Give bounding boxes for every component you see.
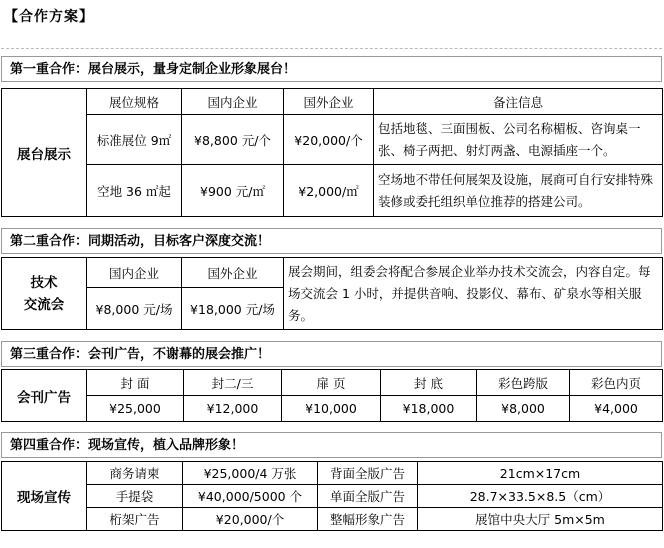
ad-price: ¥25,000: [87, 396, 184, 422]
table-header: 国内企业: [182, 89, 284, 115]
table-header: 国外企业: [182, 258, 284, 288]
booth-note: 包括地毯、三面围板、公司名称楣板、咨询桌一张、椅子两把、射灯两盏、电源插座一个。: [374, 115, 663, 165]
section1-label: 展台展示: [2, 89, 87, 217]
domestic-price: ¥8,800 元/个: [182, 115, 284, 165]
table-header: 扉 页: [282, 370, 381, 396]
item-name: 手提袋: [87, 485, 183, 508]
table-header: 备注信息: [374, 89, 663, 115]
section1-heading: 第一重合作：展台展示，量身定制企业形象展台！: [1, 56, 662, 82]
section2-table: [1, 257, 663, 330]
table-header: 封二/三: [184, 370, 282, 396]
ad-size: 28.7×33.5×8.5（cm）: [418, 485, 663, 508]
table-header: 封 底: [381, 370, 477, 396]
foreign-price: ¥2,000/㎡: [284, 165, 374, 217]
table-header: 彩色内页: [570, 370, 663, 396]
ad-price: ¥4,000: [570, 396, 663, 422]
section4-label: 现场宣传: [2, 462, 87, 531]
booth-spec: 标准展位 9㎡: [87, 115, 182, 165]
section2-label: [2, 258, 87, 330]
ad-price: ¥18,000: [381, 396, 477, 422]
ad-type: 整幅形象广告: [318, 508, 418, 531]
table-header: 展位规格: [87, 89, 182, 115]
ad-price: ¥8,000: [477, 396, 570, 422]
ad-type: 单面全版广告: [318, 485, 418, 508]
section2-label-line1: 技术: [30, 274, 58, 291]
domestic-price: ¥8,000 元/场: [87, 288, 182, 330]
booth-note: 空场地不带任何展架及设施，展商可自行安排特殊装修或委托组织单位推荐的搭建公司。: [374, 165, 663, 217]
section2-heading: 第二重合作：同期活动，目标客户深度交流！: [1, 228, 662, 254]
booth-spec: 空地 36 ㎡起: [87, 165, 182, 217]
item-name: 商务请柬: [87, 462, 183, 485]
page-title: 【合作方案】: [4, 9, 94, 25]
section3-heading: 第三重合作：会刊广告，不谢幕的展会推广！: [1, 341, 662, 367]
foreign-price: ¥18,000 元/场: [182, 288, 284, 330]
ad-price: ¥12,000: [184, 396, 282, 422]
divider: [1, 48, 662, 49]
item-price: ¥25,000/4 万张: [183, 462, 318, 485]
section3-label: 会刊广告: [2, 370, 87, 422]
foreign-price: ¥20,000/个: [284, 115, 374, 165]
section2-label-line2: 交流会: [23, 296, 65, 313]
ad-type: 背面全版广告: [318, 462, 418, 485]
section4-heading: 第四重合作：现场宣传，植入品牌形象！: [1, 432, 662, 458]
section1-table: [1, 88, 663, 217]
seminar-note: 展会期间，组委会将配合参展企业举办技术交流会，内容自定。每场交流会 1 小时，并提供音响、投影仪、幕布、矿泉水等相关服务。: [284, 258, 663, 330]
table-header: 国内企业: [87, 258, 182, 288]
item-price: ¥40,000/5000 个: [183, 485, 318, 508]
item-name: 桁架广告: [87, 508, 183, 531]
table-header: 彩色跨版: [477, 370, 570, 396]
domestic-price: ¥900 元/㎡: [182, 165, 284, 217]
item-price: ¥20,000/个: [183, 508, 318, 531]
section3-table: [1, 369, 663, 422]
ad-size: 展馆中央大厅 5m×5m: [418, 508, 663, 531]
ad-size: 21cm×17cm: [418, 462, 663, 485]
table-header: 国外企业: [284, 89, 374, 115]
section4-table: [1, 461, 663, 531]
ad-price: ¥10,000: [282, 396, 381, 422]
table-header: 封 面: [87, 370, 184, 396]
